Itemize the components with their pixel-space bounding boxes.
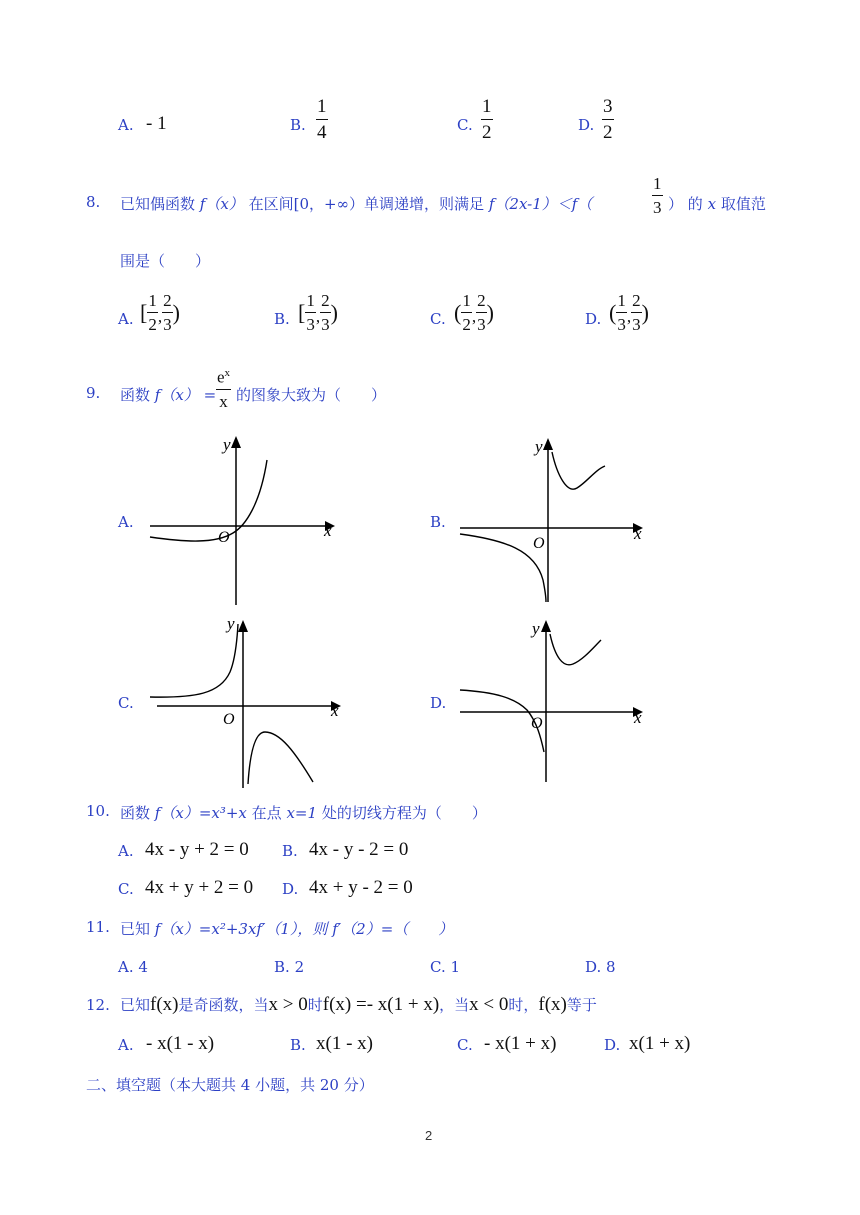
- q10-option-d-value: 4x + y - 2 = 0: [309, 877, 413, 898]
- q12-option-a-label: A.: [118, 1036, 134, 1054]
- q12-m2: x > 0: [268, 994, 308, 1015]
- q10-number: 10.: [86, 802, 110, 820]
- q7-option-b-fraction: [316, 97, 328, 142]
- option-value: 1: [450, 958, 461, 976]
- origin-label: O: [533, 535, 545, 552]
- origin-label: O: [531, 715, 543, 732]
- q11-stem: [120, 918, 453, 939]
- q12-m4: x < 0: [469, 994, 509, 1015]
- curve-left: [150, 624, 238, 697]
- numerator: 1: [481, 97, 493, 120]
- curve: [150, 460, 267, 541]
- q8-option-d-label: D.: [585, 310, 602, 328]
- q10-option-a-value: 4x - y + 2 = 0: [145, 839, 249, 860]
- q12-t4: ，当: [439, 996, 470, 1014]
- q9-graph-b-label: B.: [430, 513, 446, 531]
- q10-point: x=1: [286, 804, 318, 822]
- close-bracket: ): [172, 299, 180, 325]
- denominator: 3: [653, 198, 662, 217]
- numerator: 3: [602, 97, 614, 120]
- q8-option-b-label: B.: [274, 310, 290, 328]
- q8-text-3: 的: [687, 195, 703, 213]
- q11-text: 已知: [120, 920, 151, 938]
- q10-text-2: 在点: [251, 804, 282, 822]
- q11-expr: f（x）=x²+3xf′（1），则 f′（2）=（ ）: [154, 920, 454, 938]
- x-label: x: [331, 701, 339, 720]
- q10-fx: f（x）: [154, 804, 199, 822]
- denominator: 2: [148, 315, 157, 334]
- q9-text-1: 函数: [120, 386, 151, 404]
- q8-option-a-interval: [ $\frac{1}{2}$ , $\frac{2}{3}$ ): [140, 291, 180, 334]
- q12-t6: 等于: [566, 996, 597, 1014]
- numerator: [216, 368, 231, 390]
- denominator: 3: [617, 315, 626, 334]
- q7-option-b-label: B.: [290, 116, 306, 134]
- q9-graph-d-label: D.: [430, 694, 447, 712]
- q12-option-c-label: C.: [457, 1036, 473, 1054]
- y-axis-arrow: [231, 436, 241, 448]
- q9-eq: =: [203, 386, 217, 404]
- numerator: 2: [320, 292, 331, 313]
- numerator: 1: [305, 292, 316, 313]
- q7-option-a-label: A.: [118, 116, 134, 134]
- denominator: 3: [632, 315, 641, 334]
- q12-m3: f(x) =- x(1 + x): [322, 994, 440, 1015]
- y-axis-arrow: [543, 438, 553, 450]
- numerator-base: e: [217, 367, 225, 387]
- numerator: 2: [162, 292, 173, 313]
- q10-text-1: 函数: [120, 804, 151, 822]
- close-bracket: ): [330, 299, 338, 325]
- q12-number: 12.: [86, 996, 110, 1014]
- q11-option-d: [585, 958, 616, 976]
- q7-option-a-value: - 1: [146, 113, 167, 134]
- q8-text-1: 已知偶函数: [120, 195, 196, 213]
- curve-right: [550, 634, 601, 665]
- q10-option-a-label: A.: [118, 842, 134, 860]
- q11-number: 11.: [86, 918, 110, 936]
- q9-stem: [120, 384, 216, 405]
- q9-graph-c-label: C.: [118, 694, 134, 712]
- close-bracket: ): [486, 299, 494, 325]
- q11-option-c: [430, 958, 460, 976]
- q8-stem: [120, 193, 592, 214]
- option-value: 8: [606, 958, 616, 976]
- open-bracket: [: [298, 299, 306, 325]
- x-label: x: [324, 521, 332, 540]
- denominator: 2: [482, 122, 492, 143]
- q12-t1: 已知: [120, 996, 151, 1014]
- y-label: y: [535, 437, 543, 456]
- denominator: 3: [321, 315, 330, 334]
- q10-option-c-value: 4x + y + 2 = 0: [145, 877, 254, 898]
- q12-option-a-value: - x(1 - x): [146, 1033, 215, 1054]
- option-value: 4: [138, 958, 148, 976]
- q12-t2: 是奇函数，当: [178, 996, 269, 1014]
- q9-graph-d: [455, 612, 665, 792]
- option-label: C.: [430, 958, 446, 976]
- denominator: 3: [163, 315, 172, 334]
- numerator-exponent: x: [224, 367, 231, 379]
- q9-number: 9.: [86, 384, 101, 402]
- x-label: x: [634, 524, 642, 543]
- q8-text-4: 取值范: [720, 195, 766, 213]
- page-number: 2: [425, 1128, 433, 1143]
- q12-m1: f(x): [150, 994, 179, 1015]
- q8-option-c-interval: ( $\frac{1}{2}$ , $\frac{2}{3}$ ): [454, 291, 494, 334]
- y-axis-arrow: [238, 620, 248, 632]
- q8-cond-left: f（2x-1）＜f（: [488, 195, 593, 213]
- q10-option-c-label: C.: [118, 880, 134, 898]
- q9-graph-a: [145, 430, 345, 610]
- q11-option-a: [118, 958, 148, 976]
- q7-option-d-label: D.: [578, 116, 595, 134]
- q10-stem: [120, 802, 487, 823]
- numerator: 2: [476, 292, 487, 313]
- q9-graph-c: [145, 612, 355, 792]
- q9-text-2: 的图象大致为（ ）: [236, 386, 387, 404]
- q9-fx: f（x）: [154, 386, 199, 404]
- x-label: x: [634, 708, 642, 727]
- y-axis-arrow: [541, 620, 551, 632]
- q12-option-c-value: - x(1 + x): [484, 1033, 557, 1054]
- q12-option-b-label: B.: [290, 1036, 306, 1054]
- q8-cond-fraction: [652, 175, 663, 216]
- numerator: 1: [316, 97, 328, 120]
- q10-text-3: 处的切线方程为（ ）: [321, 804, 487, 822]
- denominator: 2: [462, 315, 471, 334]
- q12-option-d-value: x(1 + x): [629, 1033, 691, 1054]
- q7-option-c-fraction: [481, 97, 493, 142]
- y-label: y: [227, 614, 235, 633]
- q8-fx: f（x）: [199, 195, 244, 213]
- open-bracket: (: [609, 299, 617, 325]
- q8-line-2: 围是（ ）: [120, 252, 211, 270]
- q8-cond-right: ）: [668, 195, 684, 213]
- q7-option-d-fraction: [602, 97, 614, 142]
- section-2-heading: 二、填空题（本大题共 4 小题，共 20 分）: [86, 1076, 374, 1094]
- q12-option-d-label: D.: [604, 1036, 621, 1054]
- q11-option-b: [274, 958, 304, 976]
- denominator: 3: [477, 315, 486, 334]
- curve-right: [552, 452, 605, 489]
- open-bracket: [: [140, 299, 148, 325]
- close-bracket: ): [641, 299, 649, 325]
- numerator: 1: [147, 292, 158, 313]
- q8-text-2: 在区间[0，+∞）单调递增，则满足: [248, 195, 485, 213]
- denominator: 3: [306, 315, 315, 334]
- q12-t3: 时: [307, 996, 323, 1014]
- q8-option-a-label: A.: [118, 310, 134, 328]
- option-label: A.: [118, 958, 134, 976]
- q8-option-b-interval: [ $\frac{1}{3}$ , $\frac{2}{3}$ ): [298, 291, 338, 334]
- q9-graph-a-label: A.: [118, 513, 134, 531]
- denominator: x: [219, 391, 228, 411]
- numerator: 1: [616, 292, 627, 313]
- q9-graph-b: [455, 430, 655, 610]
- option-value: 2: [294, 958, 305, 976]
- q10-option-b-label: B.: [282, 842, 298, 860]
- q12-stem: [120, 994, 597, 1016]
- q8-number: 8.: [86, 193, 101, 211]
- option-label: D.: [585, 958, 602, 976]
- q8-var-x: x: [707, 195, 717, 213]
- q12-option-b-value: x(1 - x): [316, 1033, 373, 1054]
- denominator: 4: [317, 122, 327, 143]
- q10-expr: =x³+x: [198, 804, 247, 822]
- curve-right: [248, 732, 313, 784]
- q12-t5: 时，: [508, 996, 539, 1014]
- q7-option-c-label: C.: [457, 116, 473, 134]
- q9-fraction: [216, 368, 231, 410]
- option-label: B.: [274, 958, 290, 976]
- origin-label: O: [218, 529, 230, 546]
- numerator: 1: [461, 292, 472, 313]
- q8-option-c-label: C.: [430, 310, 446, 328]
- origin-label: O: [223, 711, 235, 728]
- q8-option-d-interval: ( $\frac{1}{3}$ , $\frac{2}{3}$ ): [609, 291, 649, 334]
- q12-m5: f(x): [538, 994, 567, 1015]
- q8-stem-end: [668, 193, 766, 214]
- y-label: y: [532, 619, 540, 638]
- q10-option-d-label: D.: [282, 880, 299, 898]
- q10-option-b-value: 4x - y - 2 = 0: [309, 839, 409, 860]
- open-bracket: (: [454, 299, 462, 325]
- numerator: 2: [631, 292, 642, 313]
- denominator: 2: [603, 122, 613, 143]
- y-label: y: [223, 435, 231, 454]
- numerator: 1: [652, 175, 663, 196]
